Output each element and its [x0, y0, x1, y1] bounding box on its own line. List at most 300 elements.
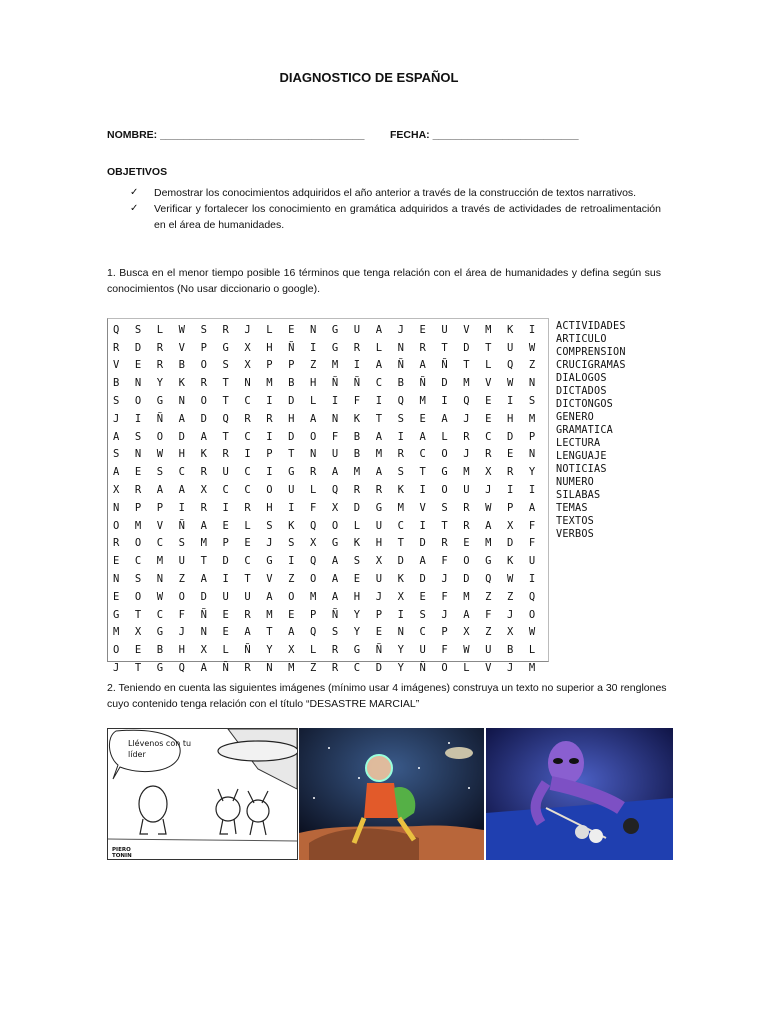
grid-letter[interactable]: O [156, 430, 164, 443]
grid-letter[interactable]: J [375, 590, 383, 603]
grid-letter[interactable]: O [134, 395, 142, 408]
grid-letter[interactable]: P [441, 626, 448, 639]
grid-letter[interactable]: Q [310, 519, 317, 532]
grid-letter[interactable]: Ñ [441, 359, 448, 372]
grid-letter[interactable]: Q [178, 662, 185, 675]
grid-letter[interactable]: Ñ [397, 359, 404, 372]
grid-letter[interactable]: A [200, 662, 207, 675]
grid-letter[interactable]: C [156, 608, 164, 621]
grid-letter[interactable]: R [419, 341, 426, 354]
grid-letter[interactable]: S [113, 448, 120, 461]
grid-letter[interactable]: R [244, 412, 251, 425]
grid-letter[interactable]: R [353, 341, 361, 354]
grid-letter[interactable]: U [244, 590, 251, 603]
grid-letter[interactable]: P [134, 501, 142, 514]
grid-letter[interactable]: K [507, 323, 514, 336]
grid-letter[interactable]: E [485, 412, 492, 425]
grid-letter[interactable]: J [113, 412, 120, 425]
grid-letter[interactable]: G [331, 341, 339, 354]
grid-letter[interactable]: I [353, 359, 361, 372]
grid-letter[interactable]: E [463, 537, 470, 550]
grid-letter[interactable]: Y [353, 626, 361, 639]
grid-letter[interactable]: R [222, 448, 229, 461]
grid-letter[interactable]: G [353, 644, 361, 657]
grid-letter[interactable]: S [134, 573, 142, 586]
grid-letter[interactable]: H [266, 501, 273, 514]
grid-letter[interactable]: I [266, 395, 273, 408]
grid-letter[interactable]: V [463, 323, 470, 336]
grid-letter[interactable]: J [113, 662, 120, 675]
grid-letter[interactable]: R [244, 501, 251, 514]
grid-letter[interactable]: P [528, 430, 536, 443]
grid-letter[interactable]: R [156, 341, 164, 354]
grid-letter[interactable]: C [222, 484, 229, 497]
grid-letter[interactable]: S [397, 466, 404, 479]
grid-letter[interactable]: R [200, 377, 207, 390]
grid-letter[interactable]: R [266, 412, 273, 425]
grid-letter[interactable]: E [485, 395, 492, 408]
grid-letter[interactable]: M [266, 608, 273, 621]
grid-letter[interactable]: A [463, 608, 470, 621]
grid-letter[interactable]: S [222, 359, 229, 372]
grid-letter[interactable]: W [528, 626, 536, 639]
grid-letter[interactable]: I [419, 484, 426, 497]
grid-letter[interactable]: U [419, 644, 426, 657]
grid-letter[interactable]: R [331, 644, 339, 657]
grid-letter[interactable]: K [288, 519, 295, 532]
grid-letter[interactable]: Q [507, 359, 514, 372]
grid-letter[interactable]: N [397, 626, 404, 639]
grid-letter[interactable]: M [113, 626, 120, 639]
grid-letter[interactable]: W [507, 573, 514, 586]
grid-letter[interactable]: B [507, 644, 514, 657]
grid-letter[interactable]: S [419, 608, 426, 621]
grid-letter[interactable]: X [397, 590, 404, 603]
grid-letter[interactable]: H [507, 412, 514, 425]
grid-letter[interactable]: C [244, 466, 251, 479]
grid-letter[interactable]: I [310, 341, 317, 354]
grid-letter[interactable]: J [463, 412, 470, 425]
grid-letter[interactable]: W [485, 501, 492, 514]
grid-letter[interactable]: M [288, 662, 295, 675]
grid-letter[interactable]: Ñ [200, 608, 207, 621]
grid-letter[interactable]: Ñ [419, 662, 426, 675]
grid-letter[interactable]: M [331, 359, 339, 372]
grid-letter[interactable]: N [134, 377, 142, 390]
grid-letter[interactable]: C [375, 377, 383, 390]
grid-letter[interactable]: R [244, 608, 251, 621]
grid-letter[interactable]: R [463, 501, 470, 514]
grid-letter[interactable]: I [266, 466, 273, 479]
grid-letter[interactable]: E [222, 608, 229, 621]
grid-letter[interactable]: E [288, 608, 295, 621]
grid-letter[interactable]: D [419, 537, 426, 550]
grid-letter[interactable]: Q [113, 323, 120, 336]
grid-letter[interactable]: T [441, 341, 448, 354]
grid-letter[interactable]: Y [528, 466, 536, 479]
grid-letter[interactable]: G [331, 323, 339, 336]
grid-letter[interactable]: V [178, 341, 185, 354]
grid-letter[interactable]: E [353, 573, 361, 586]
grid-letter[interactable]: Y [397, 644, 404, 657]
grid-letter[interactable]: I [375, 395, 383, 408]
grid-letter[interactable]: G [113, 608, 120, 621]
grid-letter[interactable]: N [310, 448, 317, 461]
grid-letter[interactable]: N [178, 395, 185, 408]
fecha-field[interactable]: FECHA: _________________________ [390, 129, 579, 141]
grid-letter[interactable]: J [397, 323, 404, 336]
grid-letter[interactable]: O [134, 537, 142, 550]
grid-letter[interactable]: R [113, 537, 120, 550]
grid-letter[interactable]: H [266, 341, 273, 354]
grid-letter[interactable]: Ñ [288, 341, 295, 354]
grid-letter[interactable]: S [134, 323, 142, 336]
grid-letter[interactable]: B [397, 377, 404, 390]
grid-letter[interactable]: S [397, 412, 404, 425]
grid-letter[interactable]: G [266, 555, 273, 568]
grid-letter[interactable]: N [331, 412, 339, 425]
grid-letter[interactable]: U [375, 573, 383, 586]
grid-letter[interactable]: D [507, 430, 514, 443]
grid-letter[interactable]: J [178, 626, 185, 639]
grid-letter[interactable]: A [375, 466, 383, 479]
grid-letter[interactable]: S [288, 537, 295, 550]
grid-letter[interactable]: F [331, 430, 339, 443]
grid-letter[interactable]: I [528, 484, 536, 497]
grid-letter[interactable]: I [419, 519, 426, 532]
grid-letter[interactable]: G [441, 466, 448, 479]
grid-letter[interactable]: Ñ [331, 608, 339, 621]
grid-letter[interactable]: D [397, 555, 404, 568]
grid-letter[interactable]: W [156, 590, 164, 603]
grid-letter[interactable]: I [528, 573, 536, 586]
grid-letter[interactable]: Q [331, 484, 339, 497]
grid-letter[interactable]: F [485, 608, 492, 621]
grid-letter[interactable]: L [528, 644, 536, 657]
grid-letter[interactable]: N [113, 501, 120, 514]
grid-letter[interactable]: D [200, 590, 207, 603]
grid-letter[interactable]: R [310, 466, 317, 479]
grid-letter[interactable]: B [288, 377, 295, 390]
grid-letter[interactable]: K [353, 537, 361, 550]
grid-letter[interactable]: D [463, 341, 470, 354]
grid-letter[interactable]: H [310, 377, 317, 390]
grid-letter[interactable]: V [485, 377, 492, 390]
grid-letter[interactable]: A [441, 412, 448, 425]
grid-letter[interactable]: U [528, 555, 536, 568]
grid-letter[interactable]: U [288, 484, 295, 497]
grid-letter[interactable]: L [222, 644, 229, 657]
grid-letter[interactable]: O [113, 519, 120, 532]
grid-letter[interactable]: J [463, 448, 470, 461]
grid-letter[interactable]: Ñ [419, 377, 426, 390]
grid-letter[interactable]: I [441, 395, 448, 408]
grid-letter[interactable]: P [288, 359, 295, 372]
grid-letter[interactable]: R [331, 662, 339, 675]
grid-letter[interactable]: R [134, 484, 142, 497]
grid-letter[interactable]: F [441, 555, 448, 568]
grid-letter[interactable]: D [288, 430, 295, 443]
grid-letter[interactable]: C [353, 662, 361, 675]
grid-letter[interactable]: Q [463, 395, 470, 408]
grid-letter[interactable]: M [310, 590, 317, 603]
grid-letter[interactable]: N [528, 448, 536, 461]
grid-letter[interactable]: E [507, 448, 514, 461]
grid-letter[interactable]: U [222, 466, 229, 479]
grid-letter[interactable]: J [441, 608, 448, 621]
grid-letter[interactable]: R [507, 466, 514, 479]
grid-letter[interactable]: C [397, 519, 404, 532]
grid-letter[interactable]: T [419, 466, 426, 479]
grid-letter[interactable]: A [528, 501, 536, 514]
grid-letter[interactable]: N [397, 341, 404, 354]
grid-letter[interactable]: Ñ [331, 377, 339, 390]
grid-letter[interactable]: J [244, 323, 251, 336]
grid-letter[interactable]: K [507, 555, 514, 568]
grid-letter[interactable]: R [200, 466, 207, 479]
grid-letter[interactable]: D [375, 662, 383, 675]
grid-letter[interactable]: I [528, 323, 536, 336]
grid-letter[interactable]: F [310, 501, 317, 514]
grid-letter[interactable]: Q [528, 590, 536, 603]
grid-letter[interactable]: O [310, 430, 317, 443]
grid-letter[interactable]: H [288, 412, 295, 425]
grid-letter[interactable]: R [463, 519, 470, 532]
grid-letter[interactable]: F [178, 608, 185, 621]
grid-letter[interactable]: W [463, 644, 470, 657]
grid-letter[interactable]: X [200, 644, 207, 657]
grid-letter[interactable]: P [156, 501, 164, 514]
grid-letter[interactable]: F [353, 395, 361, 408]
grid-letter[interactable]: T [244, 573, 251, 586]
grid-letter[interactable]: Y [397, 662, 404, 675]
grid-letter[interactable]: L [156, 323, 164, 336]
grid-letter[interactable]: F [441, 644, 448, 657]
grid-letter[interactable]: F [528, 519, 536, 532]
grid-letter[interactable]: M [156, 555, 164, 568]
grid-letter[interactable]: T [463, 359, 470, 372]
grid-letter[interactable]: E [419, 323, 426, 336]
grid-letter[interactable]: N [528, 377, 536, 390]
grid-letter[interactable]: K [200, 448, 207, 461]
grid-letter[interactable]: A [375, 323, 383, 336]
grid-letter[interactable]: N [156, 573, 164, 586]
grid-letter[interactable]: G [331, 537, 339, 550]
grid-letter[interactable]: N [134, 448, 142, 461]
grid-letter[interactable]: A [419, 359, 426, 372]
grid-letter[interactable]: W [156, 448, 164, 461]
grid-letter[interactable]: Ñ [156, 412, 164, 425]
grid-letter[interactable]: Q [222, 412, 229, 425]
grid-letter[interactable]: N [200, 626, 207, 639]
grid-letter[interactable]: L [375, 341, 383, 354]
grid-letter[interactable]: M [397, 501, 404, 514]
grid-letter[interactable]: E [113, 590, 120, 603]
grid-letter[interactable]: R [463, 430, 470, 443]
grid-letter[interactable]: Q [485, 573, 492, 586]
grid-letter[interactable]: T [134, 608, 142, 621]
grid-letter[interactable]: C [419, 626, 426, 639]
grid-letter[interactable]: O [113, 644, 120, 657]
grid-letter[interactable]: M [485, 537, 492, 550]
grid-letter[interactable]: X [375, 555, 383, 568]
grid-letter[interactable]: Ñ [375, 644, 383, 657]
grid-letter[interactable]: V [113, 359, 120, 372]
grid-letter[interactable]: I [288, 555, 295, 568]
grid-letter[interactable]: V [419, 501, 426, 514]
grid-letter[interactable]: N [244, 377, 251, 390]
grid-letter[interactable]: O [200, 395, 207, 408]
grid-letter[interactable]: Z [310, 662, 317, 675]
grid-letter[interactable]: U [178, 555, 185, 568]
grid-letter[interactable]: R [244, 662, 251, 675]
grid-letter[interactable]: J [441, 573, 448, 586]
grid-letter[interactable]: L [310, 395, 317, 408]
grid-letter[interactable]: R [156, 359, 164, 372]
grid-letter[interactable]: X [288, 644, 295, 657]
grid-letter[interactable]: S [134, 430, 142, 443]
grid-letter[interactable]: C [244, 484, 251, 497]
nombre-field[interactable]: NOMBRE: ___________________________________ [107, 129, 365, 141]
grid-letter[interactable]: R [441, 537, 448, 550]
grid-letter[interactable]: M [528, 662, 536, 675]
grid-letter[interactable]: T [134, 662, 142, 675]
grid-letter[interactable]: D [441, 377, 448, 390]
grid-letter[interactable]: X [331, 501, 339, 514]
grid-letter[interactable]: C [156, 537, 164, 550]
grid-letter[interactable]: S [200, 323, 207, 336]
grid-letter[interactable]: O [441, 484, 448, 497]
grid-letter[interactable]: Z [178, 573, 185, 586]
grid-letter[interactable]: Q [310, 555, 317, 568]
grid-letter[interactable]: Z [485, 626, 492, 639]
grid-letter[interactable]: T [397, 537, 404, 550]
grid-letter[interactable]: G [156, 395, 164, 408]
grid-letter[interactable]: V [156, 519, 164, 532]
grid-letter[interactable]: A [266, 590, 273, 603]
grid-letter[interactable]: Z [288, 573, 295, 586]
grid-letter[interactable]: M [134, 519, 142, 532]
grid-letter[interactable]: X [507, 626, 514, 639]
grid-letter[interactable]: O [288, 590, 295, 603]
grid-letter[interactable]: K [353, 412, 361, 425]
grid-letter[interactable]: G [222, 341, 229, 354]
grid-letter[interactable]: A [200, 519, 207, 532]
grid-letter[interactable]: O [331, 519, 339, 532]
grid-letter[interactable]: T [222, 395, 229, 408]
grid-letter[interactable]: S [528, 395, 536, 408]
grid-letter[interactable]: L [463, 662, 470, 675]
grid-letter[interactable]: R [200, 501, 207, 514]
grid-letter[interactable]: W [178, 323, 185, 336]
grid-letter[interactable]: M [419, 395, 426, 408]
grid-letter[interactable]: Y [156, 377, 164, 390]
grid-letter[interactable]: K [178, 377, 185, 390]
grid-letter[interactable]: X [463, 626, 470, 639]
grid-letter[interactable]: T [288, 448, 295, 461]
grid-letter[interactable]: M [463, 377, 470, 390]
grid-letter[interactable]: S [113, 395, 120, 408]
grid-letter[interactable]: I [178, 501, 185, 514]
grid-letter[interactable]: C [244, 555, 251, 568]
grid-letter[interactable]: I [134, 412, 142, 425]
grid-letter[interactable]: X [200, 484, 207, 497]
grid-letter[interactable]: E [134, 466, 142, 479]
grid-letter[interactable]: H [353, 590, 361, 603]
grid-letter[interactable]: O [134, 590, 142, 603]
grid-letter[interactable]: R [375, 484, 383, 497]
grid-letter[interactable]: W [507, 377, 514, 390]
grid-letter[interactable]: A [113, 430, 120, 443]
grid-letter[interactable]: X [134, 626, 142, 639]
grid-letter[interactable]: U [222, 590, 229, 603]
grid-letter[interactable]: I [266, 430, 273, 443]
grid-letter[interactable]: T [266, 626, 273, 639]
grid-letter[interactable]: K [397, 573, 404, 586]
grid-letter[interactable]: B [178, 359, 185, 372]
grid-letter[interactable]: S [156, 466, 164, 479]
grid-letter[interactable]: U [507, 341, 514, 354]
grid-letter[interactable]: Ñ [244, 644, 251, 657]
grid-letter[interactable]: D [222, 555, 229, 568]
grid-letter[interactable]: P [222, 537, 229, 550]
grid-letter[interactable]: X [244, 341, 251, 354]
grid-letter[interactable]: I [288, 501, 295, 514]
grid-letter[interactable]: G [156, 662, 164, 675]
grid-letter[interactable]: C [244, 395, 251, 408]
grid-letter[interactable]: E [288, 323, 295, 336]
grid-letter[interactable]: V [485, 662, 492, 675]
grid-letter[interactable]: M [200, 537, 207, 550]
grid-letter[interactable]: P [266, 359, 273, 372]
grid-letter[interactable]: R [397, 448, 404, 461]
grid-letter[interactable]: P [375, 608, 383, 621]
grid-letter[interactable]: U [485, 644, 492, 657]
grid-letter[interactable]: Z [485, 590, 492, 603]
grid-letter[interactable]: J [507, 662, 514, 675]
grid-letter[interactable]: R [485, 448, 492, 461]
grid-letter[interactable]: S [441, 501, 448, 514]
grid-letter[interactable]: Ñ [178, 519, 185, 532]
grid-letter[interactable]: X [507, 519, 514, 532]
grid-letter[interactable]: R [222, 323, 229, 336]
grid-letter[interactable]: L [266, 323, 273, 336]
grid-letter[interactable]: H [375, 537, 383, 550]
grid-letter[interactable]: Q [397, 395, 404, 408]
grid-letter[interactable]: A [331, 555, 339, 568]
grid-letter[interactable]: G [288, 466, 295, 479]
grid-letter[interactable]: M [485, 323, 492, 336]
grid-letter[interactable]: A [178, 484, 185, 497]
grid-letter[interactable]: O [200, 359, 207, 372]
grid-letter[interactable]: N [310, 323, 317, 336]
grid-letter[interactable]: C [244, 430, 251, 443]
grid-letter[interactable]: O [178, 590, 185, 603]
grid-letter[interactable]: Ñ [222, 662, 229, 675]
grid-letter[interactable]: Z [528, 359, 536, 372]
grid-letter[interactable]: G [375, 501, 383, 514]
grid-letter[interactable]: E [222, 519, 229, 532]
grid-letter[interactable]: Y [266, 644, 273, 657]
grid-letter[interactable]: P [266, 448, 273, 461]
grid-letter[interactable]: D [419, 573, 426, 586]
grid-letter[interactable]: L [353, 519, 361, 532]
grid-letter[interactable]: C [134, 555, 142, 568]
grid-letter[interactable]: H [178, 644, 185, 657]
grid-letter[interactable]: L [244, 519, 251, 532]
grid-letter[interactable]: S [178, 537, 185, 550]
grid-letter[interactable]: E [113, 555, 120, 568]
